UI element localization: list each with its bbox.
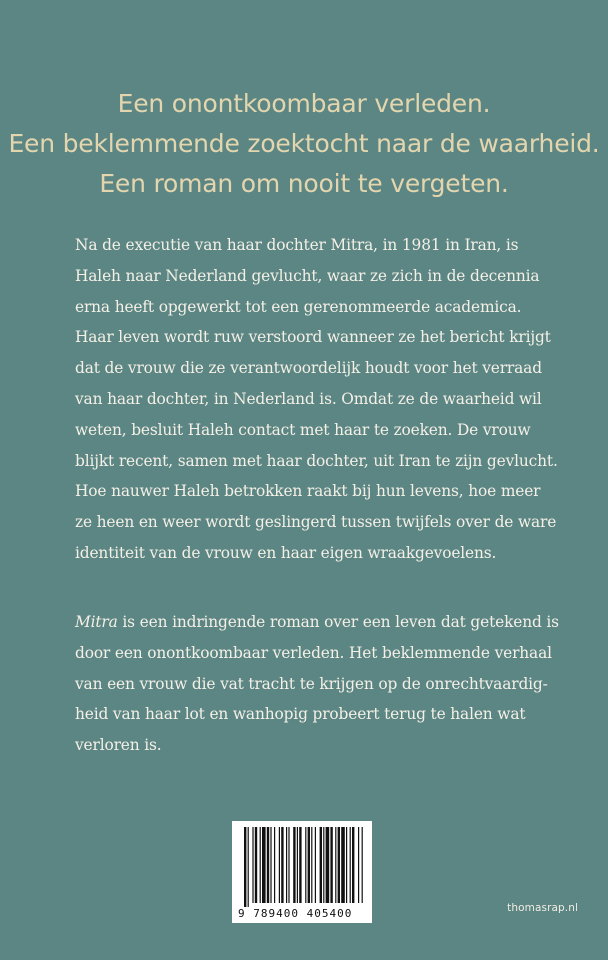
barcode-bar [255,827,257,903]
review-line [75,607,559,638]
synopsis-paragraph [75,230,558,569]
barcode-bar [308,827,310,903]
barcode-bar [270,827,271,903]
review-line: verloren is. [75,736,162,755]
barcode-bar [315,827,316,903]
tagline-line-3: Een roman om nooit te vergeten. [99,169,509,198]
review-line-rest: is een indringende roman over een leven dat getekend is [117,613,559,631]
tagline [0,84,608,204]
barcode-bar [260,827,261,903]
barcode-bar [358,827,359,903]
barcode-bar [305,827,306,903]
synopsis-line: identiteit van de vrouw en haar eigen wraakgevoelens. [75,543,497,562]
barcode-bar [288,827,289,903]
review-line: van een vrouw die vat tracht te krijgen op de onrechtvaardig- [75,674,548,693]
tagline-line-1: Een onontkoombaar verleden. [117,89,491,118]
synopsis-line: dat de vrouw die ze verantwoordelijk houdt voor het verraad [75,359,542,378]
barcode-bar [362,827,363,903]
barcode-bar [248,827,249,907]
barcode-bar [267,827,269,903]
barcode-bar [335,827,336,903]
barcode-bar [320,827,322,903]
review-line: door een onontkoombaar verleden. Het beklemmende verhaal [75,643,552,662]
barcode-bar [293,827,295,903]
barcode-bar [323,827,324,903]
barcode-bar [311,827,312,903]
synopsis-line: weten, besluit Haleh contact met haar te zoeken. De vrouw [75,420,531,439]
review-line: heid van haar lot en wanhopig probeert terug te halen wat [75,705,526,724]
barcode-bar [297,827,298,903]
barcode-bar [338,827,340,903]
barcode-bar [286,827,287,903]
barcode-bar [299,827,301,903]
synopsis-line: Haleh naar Nederland gevlucht, waar ze zich in de decennia [75,266,540,285]
tagline-line-2: Een beklemmende zoektocht naar de waarheid. [8,129,600,158]
isbn-barcode [232,821,372,923]
synopsis-line: Haar leven wordt ruw verstoord wanneer ze het bericht krijgt [75,328,551,347]
barcode-bar [281,827,283,903]
synopsis-line: Na de executie van haar dochter Mitra, in 1981 in Iran, is [75,236,519,254]
book-title-italic: Mitra [75,613,118,631]
barcode-bar [346,827,347,903]
barcode-bar [330,827,332,903]
synopsis-line: Hoe nauwer Haleh betrokken raakt bij hun levens, hoe meer [75,482,541,501]
barcode-bar [341,827,345,903]
synopsis-line: erna heeft opgewerkt tot een gerenommeerde academica. [75,297,522,316]
barcode-bar [274,827,275,903]
barcode-bar [279,827,280,903]
synopsis-line: van haar dochter, in Nederland is. Omdat ze de waarheid wil [75,389,542,408]
barcode-bar [350,827,351,903]
isbn-number: 9 789400 405400 [238,907,353,920]
barcode-bar [244,827,246,907]
barcode-bar [352,827,354,903]
barcode-bar [252,827,253,903]
barcode-bar [326,827,330,903]
review-paragraph [75,607,559,761]
barcode-bar [262,827,266,903]
synopsis-line: ze heen en weer wordt geslingerd tussen twijfels over de ware [75,513,557,532]
publisher-url: thomasrap.nl [507,902,578,914]
synopsis-line: blijkt recent, samen met haar dochter, uit Iran te zijn gevlucht. [75,451,558,470]
